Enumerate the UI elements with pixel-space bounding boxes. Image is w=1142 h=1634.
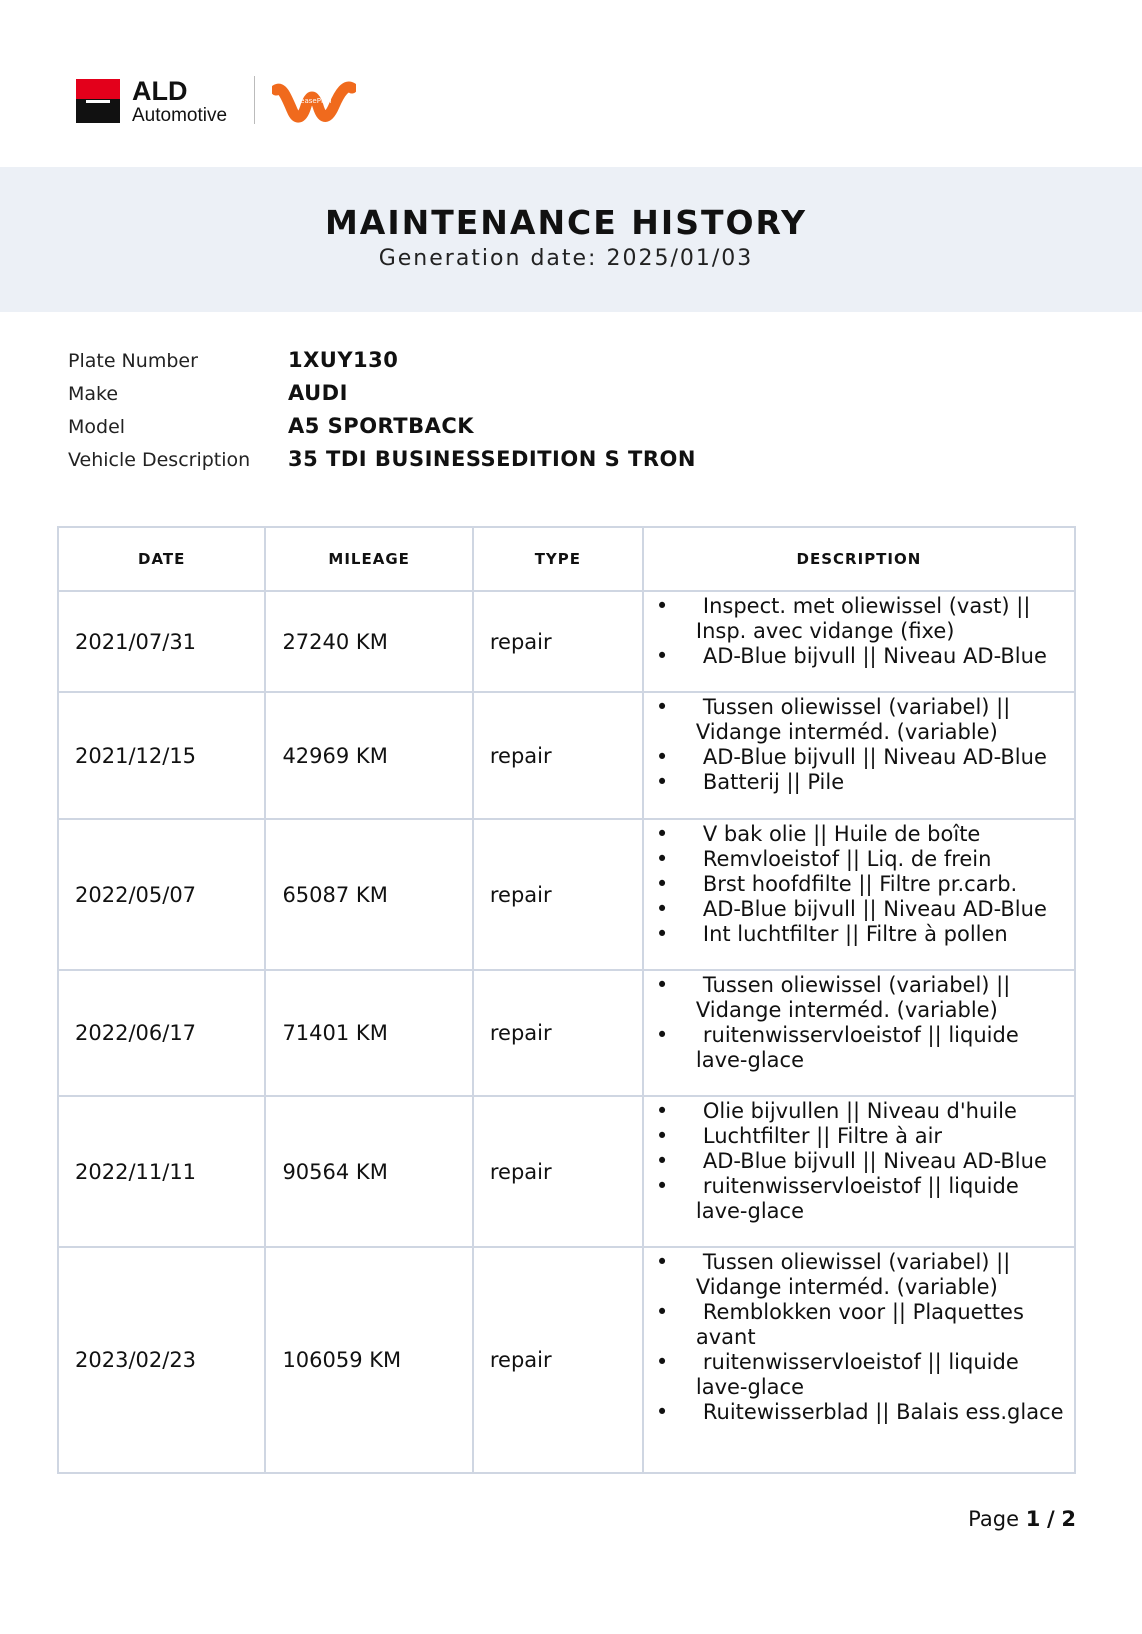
ald-logo-text: ALD xyxy=(132,76,188,106)
cell-type: repair xyxy=(473,1096,643,1247)
description-label: Vehicle Description xyxy=(68,449,251,471)
list-item: • Remblokken voor || Plaquettes avant xyxy=(656,1300,1066,1350)
cell-type: repair xyxy=(473,1247,643,1473)
cell-mileage: 106059 KM xyxy=(265,1247,472,1473)
table-row xyxy=(58,692,1075,819)
table-row xyxy=(58,970,1075,1096)
header-type: TYPE xyxy=(473,527,643,591)
list-item: • Inspect. met oliewissel (vast) || Insp. avec vidange (fixe) xyxy=(656,594,1066,644)
cell-description xyxy=(643,1096,1075,1247)
cell-mileage: 65087 KM xyxy=(265,819,472,970)
list-item: • Remvloeistof || Liq. de frein xyxy=(656,847,1066,872)
description-value: 35 TDI BUSINESSEDITION S TRON xyxy=(288,447,696,471)
page-number xyxy=(968,1507,1076,1531)
plate-row xyxy=(68,348,768,381)
page-title: MAINTENANCE HISTORY xyxy=(324,203,808,242)
cell-type: repair xyxy=(473,591,643,692)
list-item: • Brst hoofdfilte || Filtre pr.carb. xyxy=(656,872,1066,897)
generation-date: Generation date: 2025/01/03 xyxy=(378,246,754,271)
cell-description xyxy=(643,1247,1075,1473)
cell-mileage: 90564 KM xyxy=(265,1096,472,1247)
table-header-row xyxy=(58,527,1075,591)
cell-description xyxy=(643,692,1075,819)
list-item: • ruitenwisservloeistof || liquide lave-glace xyxy=(656,1174,1066,1224)
cell-date: 2023/02/23 xyxy=(58,1247,265,1473)
page-label: Page xyxy=(968,1507,1020,1531)
plate-value: 1XUY130 xyxy=(288,348,399,372)
list-item: • Tussen oliewissel (variabel) || Vidange interméd. (variable) xyxy=(656,695,1066,745)
model-label: Model xyxy=(68,416,126,438)
list-item: • Tussen oliewissel (variabel) || Vidange interméd. (variable) xyxy=(656,1250,1066,1300)
list-item: • Ruitewisserblad || Balais ess.glace xyxy=(656,1400,1066,1425)
list-item: • Luchtfilter || Filtre à air xyxy=(656,1124,1066,1149)
cell-description xyxy=(643,591,1075,692)
cell-date: 2021/07/31 xyxy=(58,591,265,692)
cell-description xyxy=(643,970,1075,1096)
header-description: DESCRIPTION xyxy=(643,527,1075,591)
cell-date: 2022/11/11 xyxy=(58,1096,265,1247)
plate-label: Plate Number xyxy=(68,350,198,372)
cell-type: repair xyxy=(473,692,643,819)
list-item: • ruitenwisservloeistof || liquide lave-glace xyxy=(656,1350,1066,1400)
table-row xyxy=(58,1096,1075,1247)
cell-date: 2022/05/07 xyxy=(58,819,265,970)
logo-divider xyxy=(254,76,255,124)
ald-logo-subtext: Automotive xyxy=(132,105,228,126)
cell-date: 2022/06/17 xyxy=(58,970,265,1096)
list-item: • AD-Blue bijvull || Niveau AD-Blue xyxy=(656,644,1066,669)
list-item: • AD-Blue bijvull || Niveau AD-Blue xyxy=(656,745,1066,770)
ald-logo-icon xyxy=(76,79,120,123)
make-value: AUDI xyxy=(288,381,348,405)
list-item: • AD-Blue bijvull || Niveau AD-Blue xyxy=(656,1149,1066,1174)
list-item: • V bak olie || Huile de boîte xyxy=(656,822,1066,847)
model-value: A5 SPORTBACK xyxy=(288,414,475,438)
list-item: • Batterij || Pile xyxy=(656,770,1066,795)
page-current: 1 xyxy=(1025,1507,1041,1531)
header-mileage: MILEAGE xyxy=(265,527,472,591)
leaseplan-logo-icon xyxy=(272,76,356,126)
maintenance-table xyxy=(57,526,1076,1474)
vehicle-info xyxy=(68,348,768,480)
list-item: • AD-Blue bijvull || Niveau AD-Blue xyxy=(656,897,1066,922)
make-row xyxy=(68,381,768,414)
table-row xyxy=(58,1247,1075,1473)
table-row xyxy=(58,819,1075,970)
table-row xyxy=(58,591,1075,692)
model-row xyxy=(68,414,768,447)
cell-type: repair xyxy=(473,819,643,970)
cell-date: 2021/12/15 xyxy=(58,692,265,819)
cell-mileage: 27240 KM xyxy=(265,591,472,692)
svg-text:LeasePlan: LeasePlan xyxy=(296,97,332,105)
page-total: 2 xyxy=(1061,1507,1076,1531)
logo-area xyxy=(76,74,376,134)
list-item: • ruitenwisservloeistof || liquide lave-glace xyxy=(656,1023,1066,1073)
description-row xyxy=(68,447,768,480)
cell-mileage: 42969 KM xyxy=(265,692,472,819)
cell-mileage: 71401 KM xyxy=(265,970,472,1096)
cell-type: repair xyxy=(473,970,643,1096)
make-label: Make xyxy=(68,383,119,405)
page-separator: / xyxy=(1047,1507,1055,1531)
list-item: • Int luchtfilter || Filtre à pollen xyxy=(656,922,1066,947)
list-item: • Tussen oliewissel (variabel) || Vidange interméd. (variable) xyxy=(656,973,1066,1023)
cell-description xyxy=(643,819,1075,970)
list-item: • Olie bijvullen || Niveau d'huile xyxy=(656,1099,1066,1124)
header-date: DATE xyxy=(58,527,265,591)
